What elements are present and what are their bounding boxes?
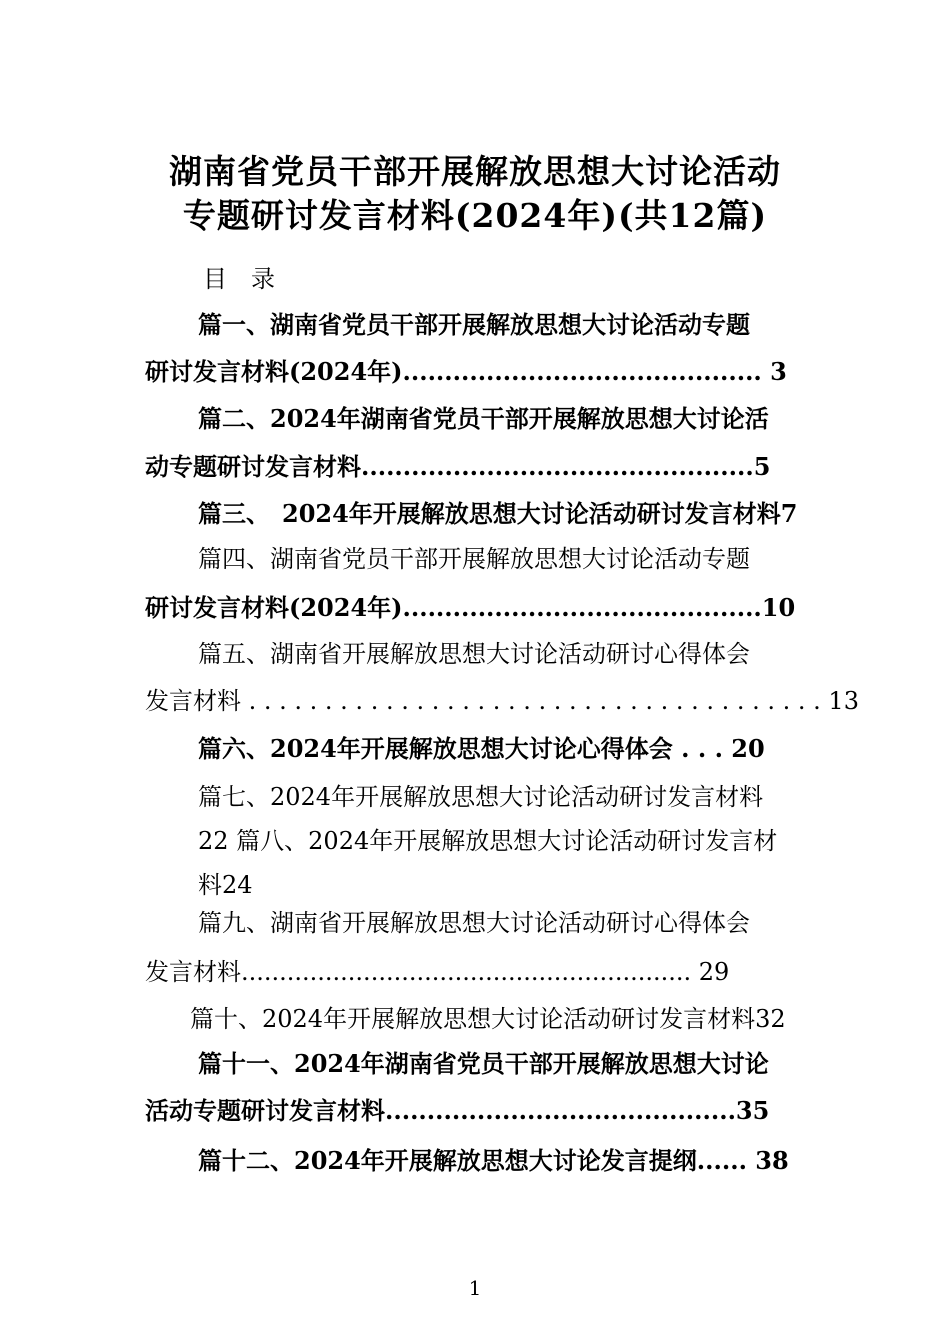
- toc-entry-7-line-1[interactable]: 篇七、2024年开展解放思想大讨论活动研讨发言材料: [198, 783, 764, 811]
- toc-entry-1-line-1[interactable]: 篇一、湖南省党员干部开展解放思想大讨论活动专题: [198, 310, 750, 339]
- toc-entry-12[interactable]: 篇十二、2024年开展解放思想大讨论发言提纲...... 38: [198, 1146, 789, 1175]
- toc-entry-9-line-1[interactable]: 篇九、湖南省开展解放思想大讨论活动研讨心得体会: [198, 909, 750, 937]
- toc-entry-6[interactable]: 篇六、2024年开展解放思想大讨论心得体会 . . . 20: [198, 734, 765, 763]
- toc-heading: 目 录: [203, 265, 275, 293]
- toc-entry-2-line-2[interactable]: 动专题研讨发言材料...............................................5: [145, 452, 771, 481]
- title-line-1: 湖南省党员干部开展解放思想大讨论活动: [169, 152, 781, 191]
- title-line-2: 专题研讨发言材料(2024年)(共12篇): [182, 196, 768, 235]
- toc-entry-7-line-2[interactable]: 22 篇八、2024年开展解放思想大讨论活动研讨发言材: [198, 827, 778, 855]
- toc-entry-4-line-1[interactable]: 篇四、湖南省党员干部开展解放思想大讨论活动专题: [198, 545, 750, 573]
- toc-entry-2-line-1[interactable]: 篇二、2024年湖南省党员干部开展解放思想大讨论活: [198, 404, 769, 433]
- toc-entry-5-line-2[interactable]: 发言材料 . . . . . . . . . . . . . . . . . . . . . . . . . . . . . . . . . . . . . . 13: [145, 687, 859, 715]
- toc-entry-10[interactable]: 篇十、2024年开展解放思想大讨论活动研讨发言材料32: [190, 1005, 786, 1033]
- toc-entry-9-line-2[interactable]: 发言材料........................................................... 29: [145, 958, 730, 986]
- toc-entry-1-line-2[interactable]: 研讨发言材料(2024年)........................................... 3: [145, 357, 787, 386]
- toc-entry-11-line-1[interactable]: 篇十一、2024年湖南省党员干部开展解放思想大讨论: [198, 1049, 769, 1078]
- toc-entry-7-line-3[interactable]: 料24: [198, 871, 253, 899]
- toc-entry-5-line-1[interactable]: 篇五、湖南省开展解放思想大讨论活动研讨心得体会: [198, 640, 750, 668]
- toc-entry-11-line-2[interactable]: 活动专题研讨发言材料..........................................35: [145, 1096, 770, 1125]
- page-number: 1: [468, 1276, 482, 1300]
- toc-entry-4-line-2[interactable]: 研讨发言材料(2024年)...........................................10: [145, 593, 796, 622]
- toc-entry-3[interactable]: 篇三、 2024年开展解放思想大讨论活动研讨发言材料7: [198, 499, 798, 528]
